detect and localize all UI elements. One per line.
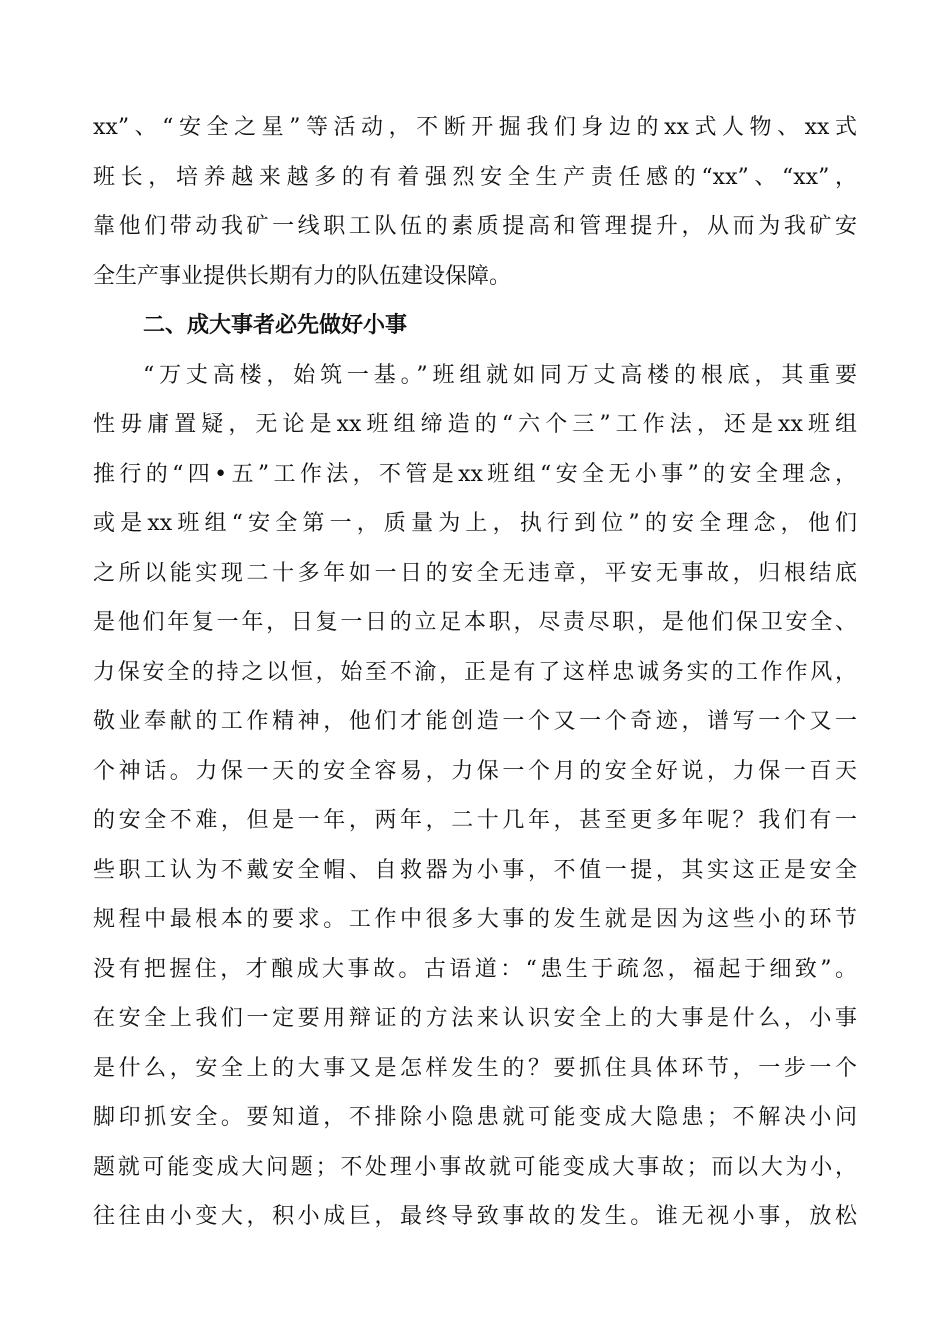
text-line: 没有把握住，才酿成大事故。古语道：“患生于疏忽，福起于细致”。 bbox=[93, 956, 857, 982]
text-line: 些职工认为不戴安全帽、自救器为小事，不值一提，其实这正是安全 bbox=[93, 857, 857, 883]
text-line: 是他们年复一年，日复一日的立足本职，尽责尽职，是他们保卫安全、 bbox=[93, 610, 857, 635]
text-line: 往往由小变大，积小成巨，最终导致事故的发生。谁无视小事，放松 bbox=[93, 1204, 857, 1229]
text-line: 规程中最根本的要求。工作中很多大事的发生就是因为这些小的环节 bbox=[93, 907, 857, 932]
continuation-paragraph bbox=[93, 103, 857, 301]
text-line: 靠他们带动我矿一线职工队伍的素质提高和管理提升，从而为我矿安 bbox=[93, 214, 857, 239]
text-line: 性毋庸置疑，无论是xx班组缔造的“六个三”工作法，还是xx班组 bbox=[93, 412, 857, 437]
text-line: “万丈高楼，始筑一基。”班组就如同万丈高楼的根底，其重要 bbox=[143, 362, 857, 388]
document-page bbox=[93, 103, 857, 1242]
text-line: 全生产事业提供长期有力的队伍建设保障。 bbox=[93, 263, 512, 289]
text-line: 敬业奉献的工作精神，他们才能创造一个又一个奇迹，谱写一个又一 bbox=[93, 709, 857, 734]
text-line: 的安全不难，但是一年，两年，二十几年，甚至更多年呢？我们有一 bbox=[93, 808, 857, 833]
text-line: 或是xx班组“安全第一，质量为上，执行到位”的安全理念，他们 bbox=[93, 511, 857, 536]
text-line: 脚印抓安全。要知道，不排除小隐患就可能变成大隐患；不解决小问 bbox=[93, 1105, 857, 1130]
text-line: 是什么，安全上的大事又是怎样发生的？要抓住具体环节，一步一个 bbox=[93, 1055, 857, 1081]
text-line: 在安全上我们一定要用辩证的方法来认识安全上的大事是什么，小事 bbox=[93, 1006, 857, 1031]
text-line: 力保安全的持之以恒，始至不渝，正是有了这样忠诚务实的工作作风， bbox=[93, 659, 857, 685]
text-line: 推行的“四•五”工作法，不管是xx班组“安全无小事”的安全理念， bbox=[93, 461, 857, 487]
text-line: 题就可能变成大问题；不处理小事故就可能变成大事故；而以大为小， bbox=[93, 1154, 857, 1180]
text-line: 之所以能实现二十多年如一日的安全无违章，平安无事故，归根结底 bbox=[93, 560, 857, 586]
text-line: 个神话。力保一天的安全容易，力保一个月的安全好说，力保一百天 bbox=[93, 758, 857, 784]
section-heading: 二、成大事者必先做好小事 bbox=[143, 313, 408, 338]
text-line: 班长，培养越来越多的有着强烈安全生产责任感的“xx”、“xx”， bbox=[93, 164, 857, 190]
section-paragraph bbox=[93, 351, 857, 1242]
text-line: xx”、“安全之星”等活动，不断开掘我们身边的xx式人物、xx式 bbox=[93, 115, 857, 140]
